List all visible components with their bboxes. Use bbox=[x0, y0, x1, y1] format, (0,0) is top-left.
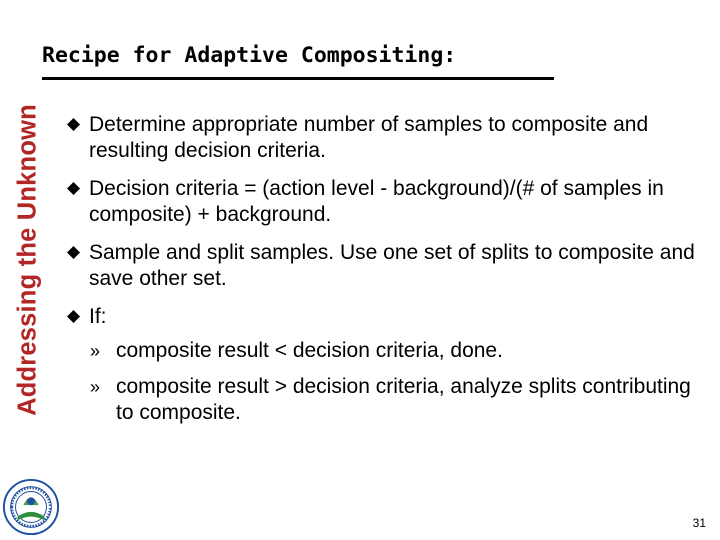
bullet-item bbox=[64, 112, 704, 164]
title-underline bbox=[42, 77, 554, 80]
sub-bullet-text: composite result > decision criteria, analyze splits contributing to composite. bbox=[116, 375, 691, 424]
bullet-text: Sample and split samples. Use one set of splits to composite and save other set. bbox=[89, 241, 695, 290]
diamond-bullet-icon bbox=[67, 246, 80, 259]
diamond-bullet-icon bbox=[67, 118, 80, 131]
bullet-item bbox=[64, 176, 704, 228]
sub-bullet-text: composite result < decision criteria, done. bbox=[116, 339, 503, 362]
bullet-text: Determine appropriate number of samples to composite and resulting decision criteria. bbox=[89, 113, 649, 162]
chevron-bullet-icon: » bbox=[90, 341, 101, 361]
sub-bullet-item bbox=[90, 338, 704, 364]
bullet-text: If: bbox=[89, 305, 107, 328]
sub-bullet-list bbox=[89, 338, 704, 426]
page-number: 31 bbox=[692, 516, 706, 530]
epa-logo-icon bbox=[2, 478, 60, 536]
diamond-bullet-icon bbox=[67, 310, 80, 323]
bullet-item bbox=[64, 304, 704, 426]
bullet-text: Decision criteria = (action level - background)/(# of samples in composite) + background. bbox=[89, 177, 664, 226]
diamond-bullet-icon bbox=[67, 182, 80, 195]
bullet-item bbox=[64, 240, 704, 292]
sub-bullet-item bbox=[90, 374, 704, 426]
bullet-list bbox=[64, 112, 704, 438]
slide-title: Recipe for Adaptive Compositing: bbox=[42, 43, 457, 68]
chevron-bullet-icon: » bbox=[90, 377, 101, 397]
side-title: Addressing the Unknown bbox=[13, 104, 42, 416]
